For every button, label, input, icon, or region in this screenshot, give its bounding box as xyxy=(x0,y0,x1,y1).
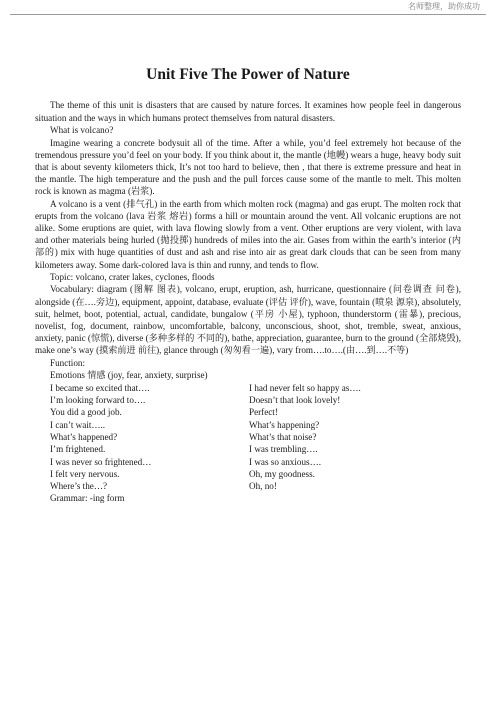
phrase-row xyxy=(50,456,461,468)
function-label: Function: xyxy=(50,357,85,368)
phrase-row xyxy=(50,468,461,480)
phrase-right: Doesn’t that look lovely! xyxy=(249,395,341,406)
grammar-line: Grammar: -ing form xyxy=(50,493,125,504)
phrase-right: What’s that noise? xyxy=(249,431,317,442)
phrase-row xyxy=(50,431,461,443)
phrase-left: I felt very nervous. xyxy=(50,468,120,479)
phrase-left: Where’s the…? xyxy=(50,481,108,492)
phrase-row xyxy=(50,443,461,455)
phrase-row xyxy=(50,394,461,406)
header-slogan: 名师整理，助你成功 xyxy=(408,2,480,11)
volcano-paragraph: A volcano is a vent (排气孔) in the earth from which molten rock (magma) and gas erupt. The molten rock that erupts from the volcano (lava 岩浆 熔岩) forms a hill or mountain around the vent. All volcanic eruptions are not alike. Some eruptions are quiet, with lava flowing slowly from a vent. Other eruptions are very violent, with lava and other materials being hurled (抛投掷) hundreds of miles into the air. Gases from within the earth’s interior (内部的) mix with huge quantities of dust and ash and rise into air as great dark clouds that can be seen from many kilometers away. Some dark-colored lava is thin and runny, and tends to flow. xyxy=(35,198,461,270)
phrase-row xyxy=(50,480,461,492)
phrase-list xyxy=(50,382,461,493)
phrase-left: What’s happened? xyxy=(50,431,118,442)
phrase-right: Oh, my goodness. xyxy=(249,468,315,479)
header-rule xyxy=(10,14,486,15)
mantle-paragraph: Imagine wearing a concrete bodysuit all of the time. After a while, you’d feel extremely hot because of the tremendous pressure you’d feel on your body. If you think about it, the mantle (地幔) wears a huge, heavy body suit that is about seventy kilometers thick, It’s not too hard to believe, then , that there is extreme pressure and heat in the mantle. The high temperature and the push and the pull forces cause some of the mantle to melt. This molten rock is known as magma (岩浆). xyxy=(35,137,461,197)
phrase-left: I was never so frightened… xyxy=(50,456,152,467)
volcano-question: What is volcano? xyxy=(50,125,114,136)
phrase-right: I had never felt so happy as…. xyxy=(249,382,361,393)
phrase-right: Oh, no! xyxy=(249,481,277,492)
phrase-right: I was so anxious…. xyxy=(249,456,321,467)
phrase-row xyxy=(50,406,461,418)
intro-paragraph: The theme of this unit is disasters that are caused by nature forces. It examines how people feel in dangerous situation and the ways in which humans protect themselves from natural disasters. xyxy=(35,100,461,123)
phrase-right: Perfect! xyxy=(249,407,278,418)
phrase-left: I can’t wait….. xyxy=(50,419,106,430)
phrase-right: What’s happening? xyxy=(249,419,320,430)
phrase-right: I was trembling…. xyxy=(249,444,318,455)
phrase-left: I’m looking forward to…. xyxy=(50,395,146,406)
unit-title: Unit Five The Power of Nature xyxy=(146,66,350,83)
phrase-left: I became so excited that…. xyxy=(50,382,150,393)
topic-line: Topic: volcano, crater lakes, cyclones, floods xyxy=(50,271,215,282)
document-page xyxy=(35,66,461,505)
vocabulary-paragraph: Vocabulary: diagram (图解 图表), volcano, erupt, eruption, ash, hurricane, questionnaire (问卷调查 问卷), alongside (在….旁边), equipment, appoint, database, evaluate (评估 评价), wave, fountain (喷泉 源泉), absolutely, suit, helmet, boot, potential, actual, candidate, bungalow (平房 小屋), typhoon, thunderstorm (雷暴), precious, novelist, fog, document, rainbow, uncomfortable, balcony, unconscious, shoot, shot, tremble, sweat, anxious, anxiety, panic (惊慌), diverse (多种多样的 不同的), bathe, appreciation, guarantee, burn to the ground (全部烧毁), make one’s way (摸索前进 前往), glance through (匆匆看一遍), vary from….to….(由….到….不等) xyxy=(35,284,461,356)
phrase-left: You did a good job. xyxy=(50,407,122,418)
phrase-left: I’m frightened. xyxy=(50,444,106,455)
phrase-row xyxy=(50,382,461,394)
phrase-row xyxy=(50,419,461,431)
emotions-line: Emotions 情感 (joy, fear, anxiety, surprise) xyxy=(50,370,208,381)
